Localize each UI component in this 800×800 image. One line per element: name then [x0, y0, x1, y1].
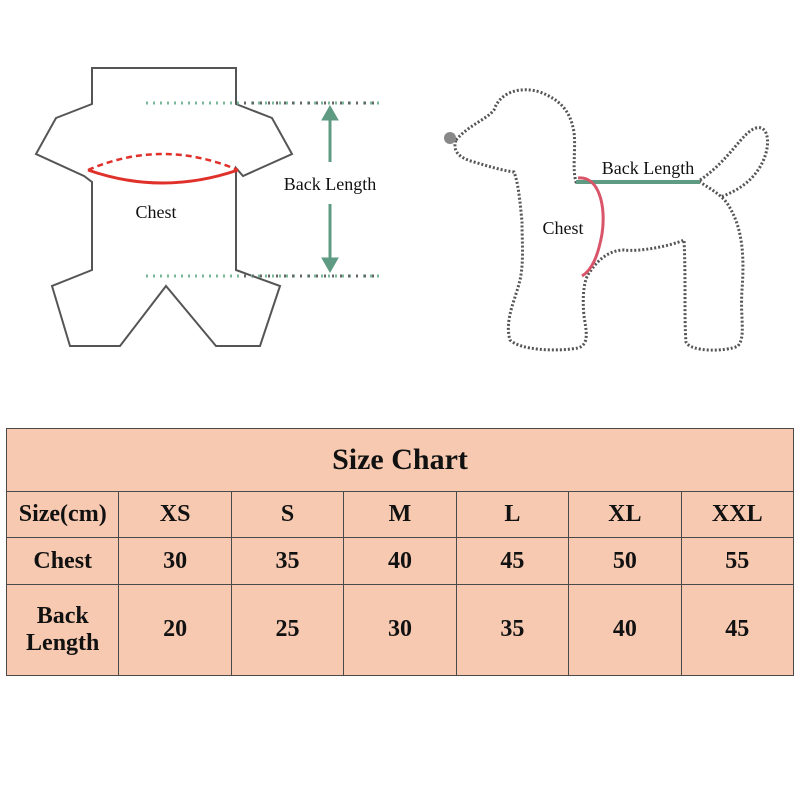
table-cell: 35 [231, 538, 343, 584]
size-header-cell: XS [119, 492, 231, 538]
dog-illustration [444, 90, 768, 350]
size-header-cell: XXL [681, 492, 793, 538]
table-cell: 35 [456, 584, 568, 675]
row-label: Chest [7, 538, 119, 584]
table-cell: 30 [344, 584, 456, 675]
size-header-cell: XL [569, 492, 681, 538]
size-header-cell: M [344, 492, 456, 538]
size-chart-title-row [7, 429, 794, 492]
table-cell: 55 [681, 538, 793, 584]
row-label: Back Length [7, 584, 119, 675]
dog-body-outline [455, 90, 743, 350]
table-cell: 50 [569, 538, 681, 584]
dog-back-length-label: Back Length [601, 158, 695, 178]
size-header-label: Size(cm) [7, 492, 119, 538]
garment-chest-label: Chest [135, 202, 177, 222]
back-length-row [7, 584, 794, 675]
table-cell: 45 [456, 538, 568, 584]
table-cell: 30 [119, 538, 231, 584]
table-cell: 40 [569, 584, 681, 675]
size-header-cell: S [231, 492, 343, 538]
table-cell: 25 [231, 584, 343, 675]
table-cell: 20 [119, 584, 231, 675]
table-cell: 40 [344, 538, 456, 584]
size-chart-title: Size Chart [7, 429, 794, 492]
size-chart-table [6, 428, 794, 676]
garment-illustration [36, 68, 380, 346]
table-cell: 45 [681, 584, 793, 675]
size-chart [6, 428, 794, 676]
garment-back-length-label: Back Length [283, 174, 377, 194]
size-header-cell: L [456, 492, 568, 538]
dog-chest-label: Chest [542, 218, 584, 238]
size-header-row [7, 492, 794, 538]
dog-nose [444, 132, 456, 144]
chest-row [7, 538, 794, 584]
